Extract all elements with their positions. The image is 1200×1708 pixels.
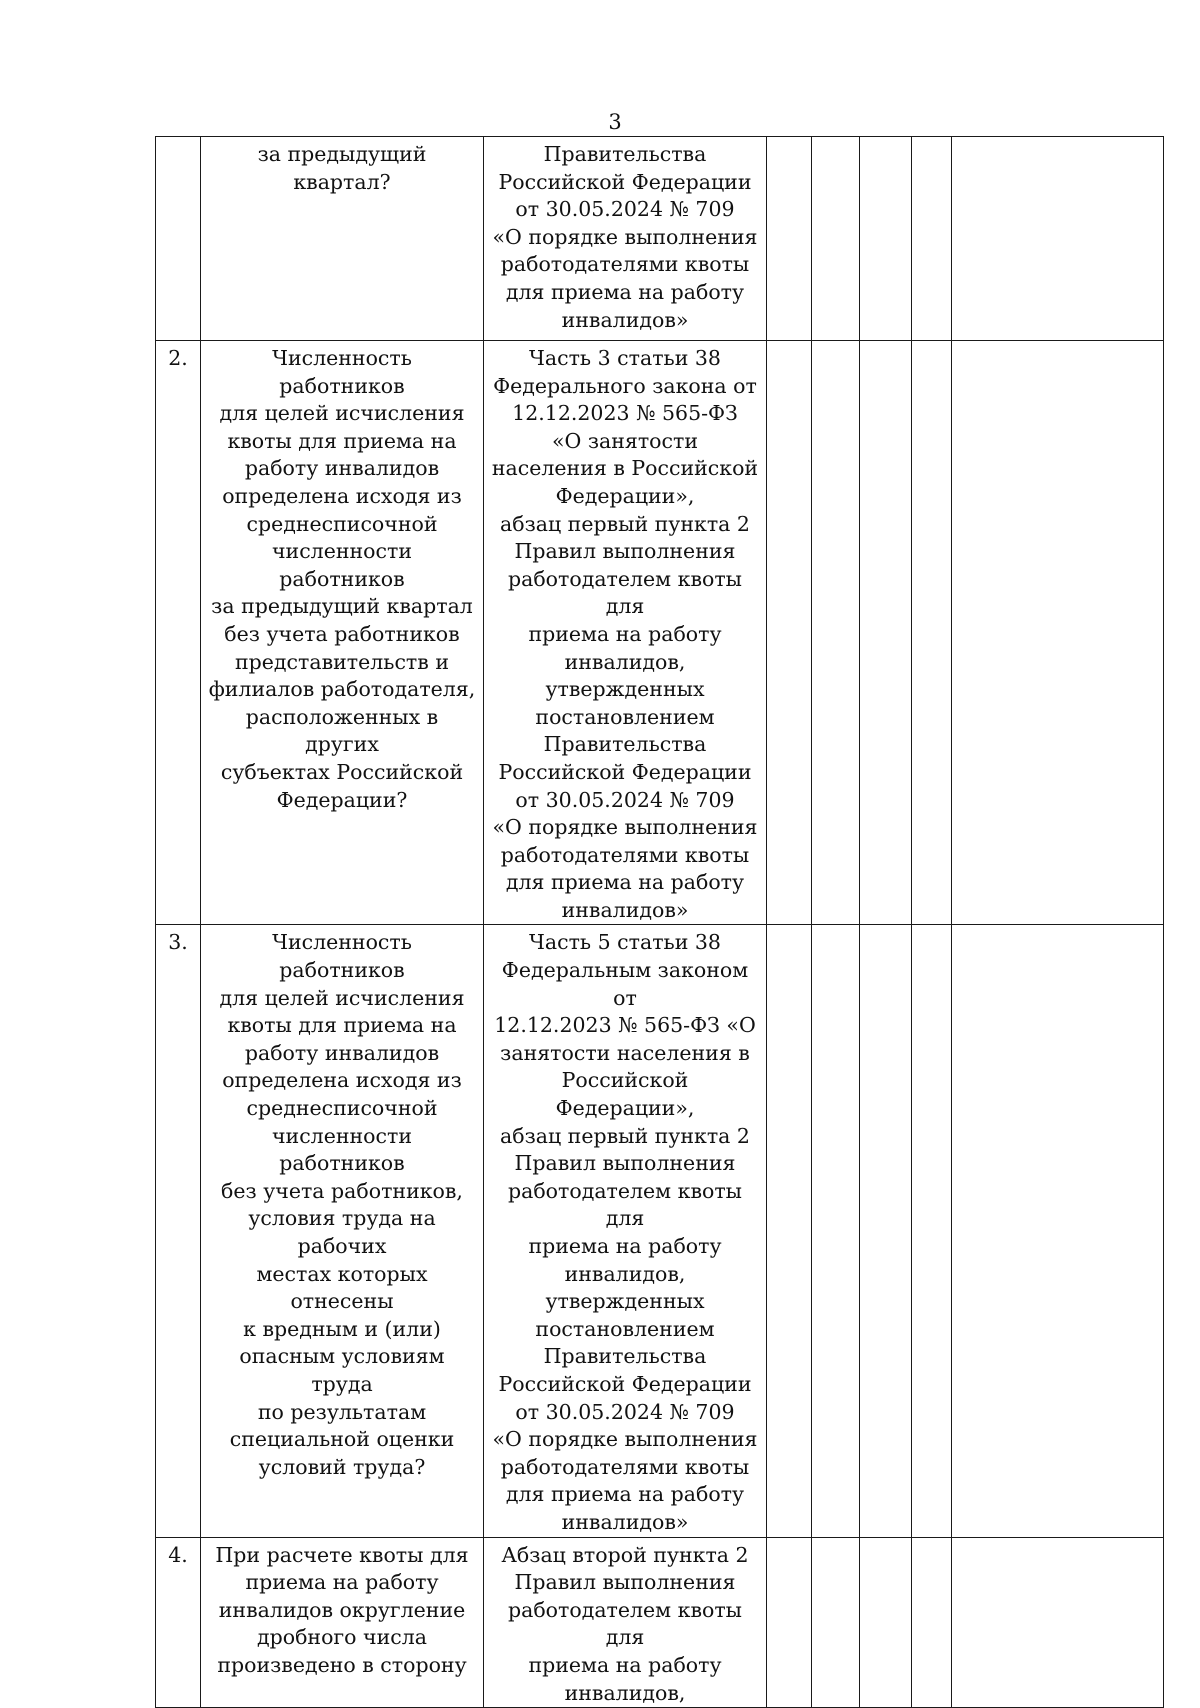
legal-basis-text: Часть 3 статьи 38 Федерального закона от 12.12.2023 № 565-ФЗ «О занятости населения в Российской Федерации», абзац первый пункта 2 Правил выполнения работодателем квоты для приема на работу инвалидов, утвержденных постановлением Правительства Российской Федерации от 30.05.2024 № 709 «О порядке выполнения работодателями квоты для приема на работу инвалидов» xyxy=(491,346,759,922)
legal-basis-text: Правительства Российской Федерации от 30.05.2024 № 709 «О порядке выполнения работодателями квоты для приема на работу инвалидов» xyxy=(492,142,758,332)
answer-na-cell xyxy=(860,137,912,341)
page-number: 3 xyxy=(608,110,622,134)
answer-na-cell xyxy=(860,925,912,1537)
answer-na-cell xyxy=(860,341,912,925)
answer-extra-cell xyxy=(912,137,952,341)
answer-extra-cell xyxy=(912,925,952,1537)
question-cell xyxy=(201,1537,484,1708)
answer-no-cell xyxy=(812,137,860,341)
row-number: 2. xyxy=(156,341,201,925)
answer-yes-cell xyxy=(767,341,812,925)
question-text: за предыдущий квартал? xyxy=(257,142,427,194)
question-cell xyxy=(201,341,484,925)
checklist-table xyxy=(155,136,1164,1708)
question-text: При расчете квоты для приема на работу инвалидов округление дробного числа произведено в сторону xyxy=(215,1542,469,1677)
legal-basis-text: Часть 5 статьи 38 Федеральным законом от 12.12.2023 № 565-ФЗ «О занятости населения в Российской Федерации», абзац первый пункта 2 Правил выполнения работодателем квоты для приема на работу инвалидов, утвержденных постановлением Правительства Российской Федерации от 30.05.2024 № 709 «О порядке выполнения работодателями квоты для приема на работу инвалидов» xyxy=(492,930,758,1534)
answer-yes-cell xyxy=(767,1537,812,1708)
notes-cell xyxy=(952,925,1164,1537)
legal-basis-cell xyxy=(484,925,767,1537)
question-cell xyxy=(201,925,484,1537)
table-row xyxy=(156,137,1164,341)
question-cell xyxy=(201,137,484,341)
row-number: 4. xyxy=(156,1537,201,1708)
legal-basis-text: Абзац второй пункта 2 Правил выполнения работодателем квоты для приема на работу инвалидов, xyxy=(501,1542,749,1705)
answer-yes-cell xyxy=(767,137,812,341)
table-row xyxy=(156,925,1164,1537)
answer-extra-cell xyxy=(912,1537,952,1708)
table-row xyxy=(156,1537,1164,1708)
table-row xyxy=(156,341,1164,925)
question-text: Численность работников для целей исчисления квоты для приема на работу инвалидов определена исходя из среднесписочной численности работников без учета работников, условия труда на рабочих местах которых отнесены к вредным и (или) опасным условиям труда по результатам специальной оценки условий труда? xyxy=(219,930,465,1479)
legal-basis-cell xyxy=(484,341,767,925)
notes-cell xyxy=(952,341,1164,925)
answer-na-cell xyxy=(860,1537,912,1708)
notes-cell xyxy=(952,137,1164,341)
question-text: Численность работников для целей исчисления квоты для приема на работу инвалидов определена исходя из среднесписочной численности работников за предыдущий квартал без учета работников представительств и филиалов работодателя, расположенных в других субъектах Российской Федерации? xyxy=(208,346,476,812)
answer-yes-cell xyxy=(767,925,812,1537)
answer-no-cell xyxy=(812,925,860,1537)
answer-no-cell xyxy=(812,341,860,925)
row-number: 3. xyxy=(156,925,201,1537)
answer-no-cell xyxy=(812,1537,860,1708)
answer-extra-cell xyxy=(912,341,952,925)
notes-cell xyxy=(952,1537,1164,1708)
legal-basis-cell xyxy=(484,1537,767,1708)
legal-basis-cell xyxy=(484,137,767,341)
row-number xyxy=(156,137,201,341)
